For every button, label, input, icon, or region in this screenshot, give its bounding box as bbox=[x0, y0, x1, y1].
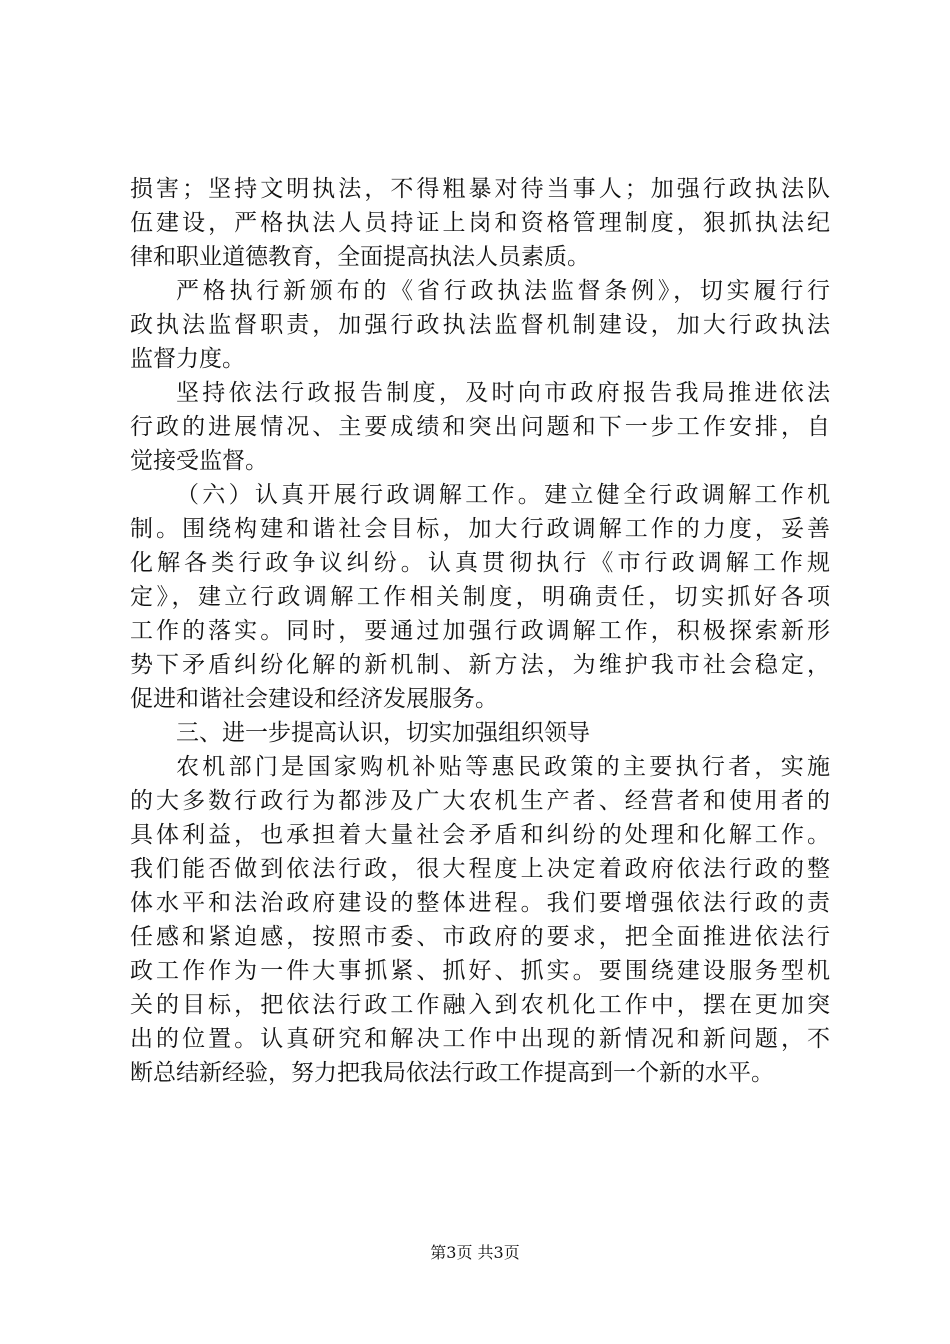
paragraph-start-line: （六）认真开展行政调解工作。建立健全行政调解工作机 bbox=[176, 482, 830, 508]
text-line: 势下矛盾纠纷化解的新机制、新方法，为维护我市社会稳定， bbox=[130, 652, 830, 678]
text-line: 伍建设，严格执法人员持证上岗和资格管理制度，狠抓执法纪 bbox=[130, 210, 830, 236]
text-line: 的大多数行政行为都涉及广大农机生产者、经营者和使用者的 bbox=[130, 788, 830, 814]
text-line: 化解各类行政争议纠纷。认真贯彻执行《市行政调解工作规 bbox=[130, 550, 830, 576]
text-line: 促进和谐社会建设和经济发展服务。 bbox=[130, 686, 498, 712]
text-line: 制。围绕构建和谐社会目标，加大行政调解工作的力度，妥善 bbox=[130, 516, 830, 542]
text-line: 体水平和法治政府建设的整体进程。我们要增强依法行政的责 bbox=[130, 890, 830, 916]
text-line: 定》，建立行政调解工作相关制度，明确责任，切实抓好各项 bbox=[130, 584, 830, 610]
paragraph-start-line: 坚持依法行政报告制度，及时向市政府报告我局推进依法 bbox=[176, 380, 830, 406]
text-line: 政工作作为一件大事抓紧、抓好、抓实。要围绕建设服务型机 bbox=[130, 958, 830, 984]
document-body bbox=[130, 172, 830, 1090]
text-line: 律和职业道德教育，全面提高执法人员素质。 bbox=[130, 244, 590, 270]
paragraph-start-line: 严格执行新颁布的《省行政执法监督条例》，切实履行行 bbox=[176, 278, 830, 304]
text-line: 任感和紧迫感，按照市委、市政府的要求，把全面推进依法行 bbox=[130, 924, 830, 950]
text-line: 损害；坚持文明执法，不得粗暴对待当事人；加强行政执法队 bbox=[130, 176, 830, 202]
text-line: 关的目标，把依法行政工作融入到农机化工作中，摆在更加突 bbox=[130, 992, 830, 1018]
text-line: 行政的进展情况、主要成绩和突出问题和下一步工作安排，自 bbox=[130, 414, 830, 440]
text-line: 具体利益，也承担着大量社会矛盾和纠纷的处理和化解工作。 bbox=[130, 822, 830, 848]
text-line: 觉接受监督。 bbox=[130, 448, 268, 474]
section-heading: 三、进一步提高认识，切实加强组织领导 bbox=[176, 720, 590, 746]
text-line: 我们能否做到依法行政，很大程度上决定着政府依法行政的整 bbox=[130, 856, 830, 882]
text-line: 断总结新经验，努力把我局依法行政工作提高到一个新的水平。 bbox=[130, 1060, 774, 1086]
page-footer: 第3页 共3页 bbox=[430, 1243, 520, 1262]
text-line: 政执法监督职责，加强行政执法监督机制建设，加大行政执法 bbox=[130, 312, 830, 338]
text-line: 出的位置。认真研究和解决工作中出现的新情况和新问题，不 bbox=[130, 1026, 830, 1052]
text-line: 工作的落实。同时，要通过加强行政调解工作，积极探索新形 bbox=[130, 618, 830, 644]
text-line: 监督力度。 bbox=[130, 346, 245, 372]
paragraph-start-line: 农机部门是国家购机补贴等惠民政策的主要执行者，实施 bbox=[176, 754, 830, 780]
